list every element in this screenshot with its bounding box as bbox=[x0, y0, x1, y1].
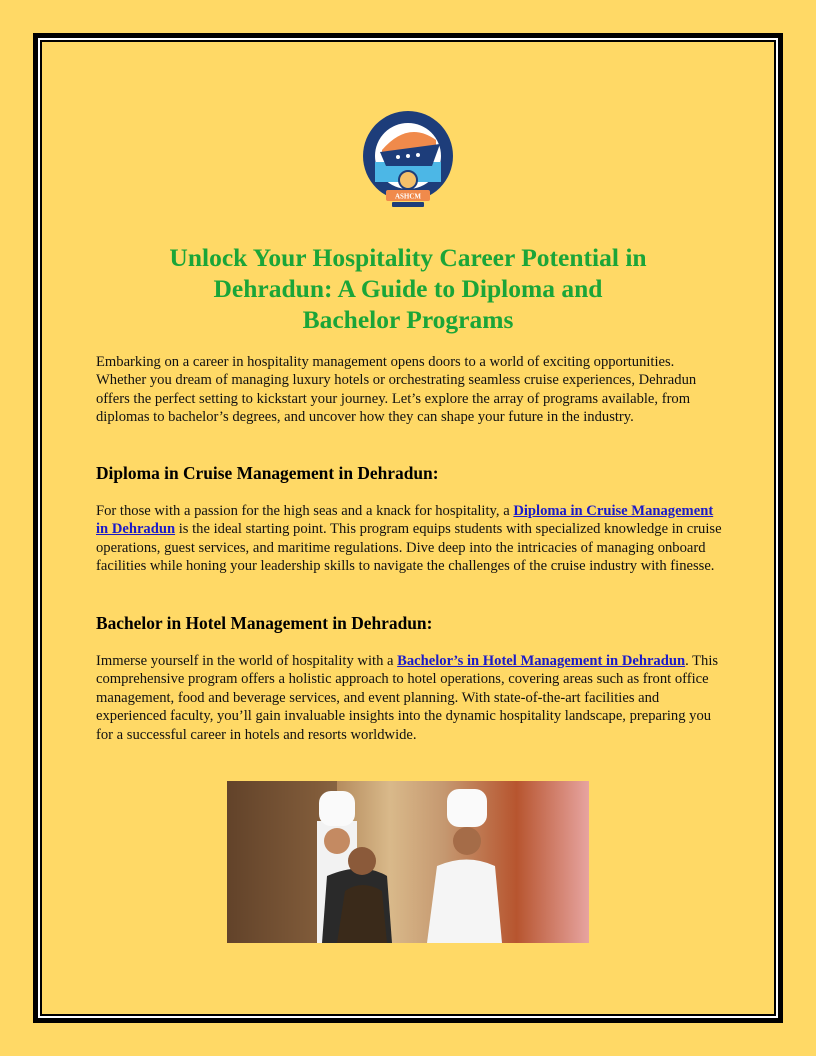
bachelor-section bbox=[96, 613, 724, 744]
diploma-heading: Diploma in Cruise Management in Dehradun: bbox=[96, 463, 439, 483]
ashcm-logo bbox=[360, 110, 456, 212]
title-line: Dehradun: A Guide to Diploma and bbox=[213, 274, 603, 303]
page-title bbox=[96, 242, 720, 335]
intro-paragraph: Embarking on a career in hospitality management opens doors to a world of exciting opportunities. Whether you dream of managing luxury hotels or orchestrating seamless cruise experiences, Dehradun offers the perfect setting to kickstart your journey. Let’s explore the array of programs available, from diplomas to bachelor’s degrees, and uncover how they can shape your future in the industry. bbox=[96, 354, 697, 426]
intro-section bbox=[96, 353, 724, 427]
students-photo bbox=[227, 781, 589, 943]
bachelor-link[interactable]: Bachelor’s in Hotel Management in Dehradun bbox=[397, 653, 686, 669]
diploma-section bbox=[96, 463, 724, 576]
title-line: Bachelor Programs bbox=[302, 305, 514, 334]
diploma-link[interactable]: Diploma in Cruise Management in Dehradun bbox=[96, 503, 714, 538]
title-line: Unlock Your Hospitality Career Potential in bbox=[169, 243, 647, 272]
text: . This comprehensive program offers a holistic approach to hotel operations, covering areas such as front office management, food and beverage services, and event planning. With state-of-the-art facilities and experienced faculty, you’ll gain invaluable insights into the dynamic hospitality landscape, preparing you for a successful career in hotels and resorts worldwide. bbox=[96, 653, 719, 743]
svg-text:ASHCM: ASHCM bbox=[394, 192, 422, 201]
text: Immerse yourself in the world of hospitality with a bbox=[96, 653, 398, 669]
text: is the ideal starting point. This program equips students with specialized knowledge in cruise operations, guest services, and maritime regulations. Dive deep into the intricacies of managing onboard facilities while honing your leadership skills to navigate the challenges of the cruise industry with finesse. bbox=[96, 521, 722, 575]
diploma-paragraph bbox=[96, 502, 724, 576]
bachelor-paragraph bbox=[96, 652, 724, 744]
text: For those with a passion for the high seas and a knack for hospitality, a bbox=[96, 503, 514, 519]
bachelor-heading: Bachelor in Hotel Management in Dehradun: bbox=[96, 613, 433, 633]
